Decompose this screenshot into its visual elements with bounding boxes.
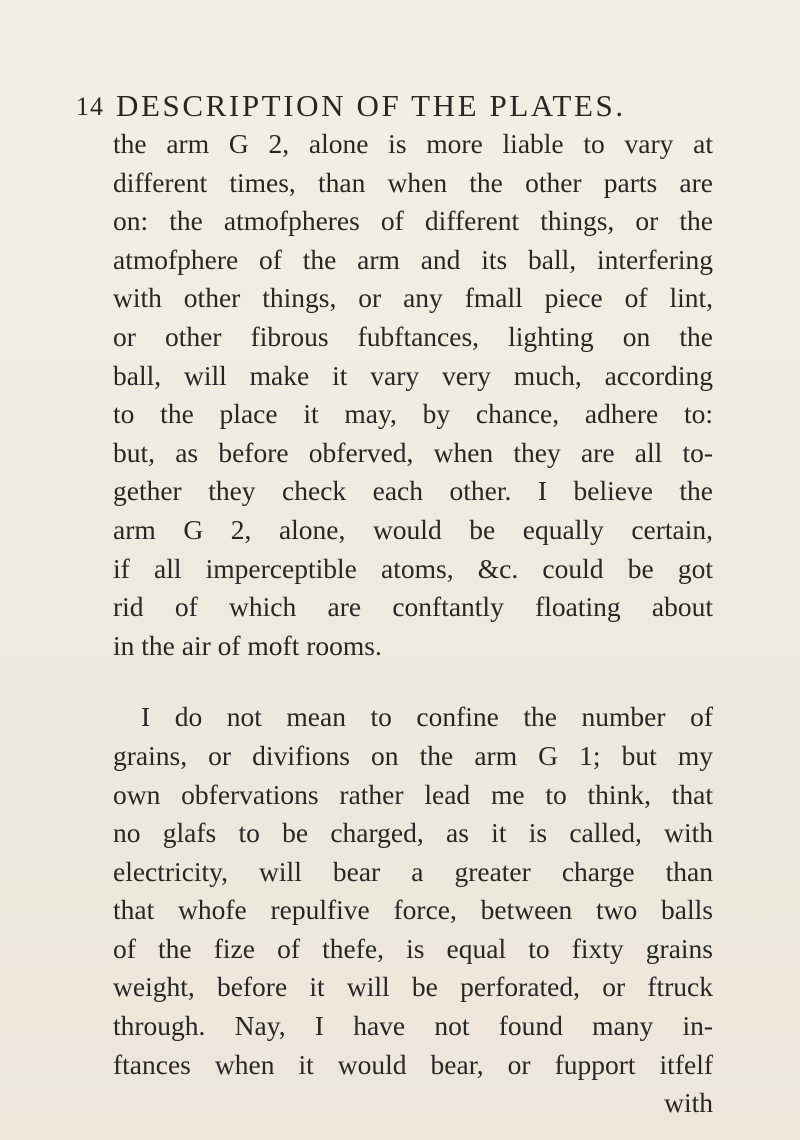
catchword: with xyxy=(664,1087,713,1119)
text-line: if all imperceptible atoms, &c. could be got xyxy=(113,552,713,584)
page-number: 14 xyxy=(76,92,104,121)
text-line: ftances when it would bear, or fupport itfelf xyxy=(113,1048,713,1080)
text-line: I do not mean to confine the number of xyxy=(141,701,713,733)
text-line: to the place it may, by chance, adhere to: xyxy=(113,398,713,430)
text-line: electricity, will bear a greater charge than xyxy=(113,855,713,887)
paragraph-2 xyxy=(113,698,713,1123)
text-line: the arm G 2, alone is more liable to vary at xyxy=(113,128,713,159)
paragraph-1 xyxy=(113,125,713,665)
text-line: on: the atmofpheres of different things, or the xyxy=(113,205,713,237)
text-line: different times, than when the other parts are xyxy=(113,166,713,198)
text-line: no glafs to be charged, as it is called, with xyxy=(113,817,713,849)
paragraph-gap xyxy=(113,665,713,698)
text-line: with other things, or any fmall piece of lint, xyxy=(113,282,713,314)
text-line: own obfervations rather lead me to think, that xyxy=(113,778,713,810)
text-line: through. Nay, I have not found many in- xyxy=(113,1010,713,1042)
text-line: in the air of moft rooms. xyxy=(113,629,382,661)
page-header xyxy=(0,88,800,128)
text-line: weight, before it will be perforated, or ftruck xyxy=(113,971,713,1003)
text-line: or other fibrous fubftances, lighting on the xyxy=(113,320,713,352)
text-line: atmofphere of the arm and its ball, interfering xyxy=(113,243,713,275)
text-line: arm G 2, alone, would be equally certain, xyxy=(113,513,713,545)
text-line: of the fize of thefe, is equal to fixty grains xyxy=(113,932,713,964)
text-line: but, as before obferved, when they are all to- xyxy=(113,436,713,468)
text-line: that whofe repulfive force, between two balls xyxy=(113,894,713,926)
running-head: DESCRIPTION OF THE PLATES. xyxy=(116,88,626,123)
body-text xyxy=(113,125,713,1123)
text-line: grains, or divifions on the arm G 1; but my xyxy=(113,739,713,771)
text-line: rid of which are conftantly floating about xyxy=(113,591,713,623)
text-line: gether they check each other. I believe the xyxy=(113,475,713,507)
text-line: ball, will make it vary very much, according xyxy=(113,359,713,391)
